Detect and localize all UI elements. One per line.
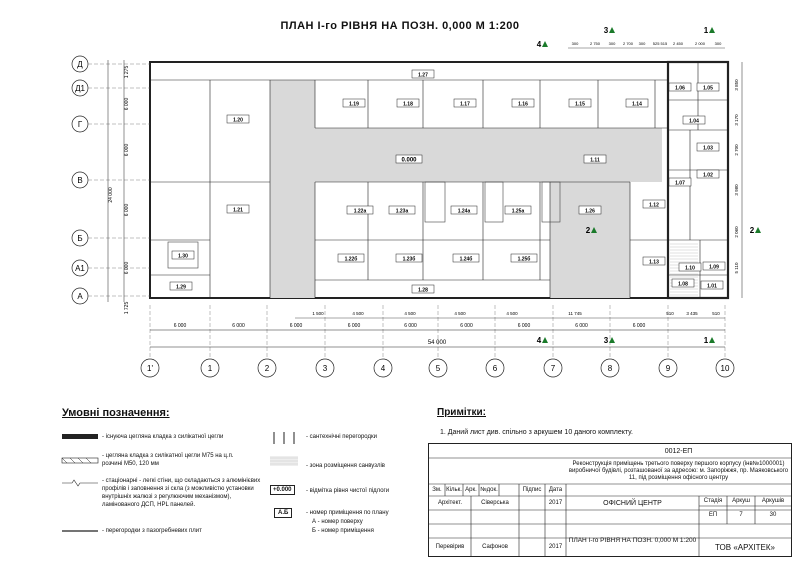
- stamp-role-architect: Архітект.: [437, 499, 463, 506]
- grid-axis-label-8: 7: [550, 364, 556, 373]
- room-number: 1.15: [575, 101, 585, 108]
- stamp-header-date: Дата: [548, 486, 563, 493]
- legend-item-wc-zone: - зона розміщення санвузлів: [306, 463, 385, 469]
- room-number: 1.12: [649, 202, 659, 209]
- grid-axis-label-3: 2: [264, 364, 270, 373]
- room-number: 1.29: [176, 284, 186, 291]
- room-number: 1.23б: [402, 256, 416, 263]
- sheet-header: Аркуш: [732, 497, 750, 504]
- top-dimension: 525 515: [652, 41, 668, 46]
- grid-row-label-6: А1: [75, 264, 85, 273]
- right-dimension: 2 060: [734, 226, 739, 238]
- inner-dimension: 1 500: [312, 311, 324, 316]
- room-number: 1.03: [703, 145, 713, 152]
- grid-axis-label-2: 1: [207, 364, 213, 373]
- grid-row-label-1: Д: [77, 60, 83, 69]
- legend-item-floor-number: А - номер поверху: [312, 519, 363, 525]
- legend-item-floor-level: - відмітка рівня чистої підлоги: [306, 488, 390, 494]
- inner-dimension: 4 500: [454, 311, 466, 316]
- top-dimension: 300: [714, 41, 722, 46]
- section-mark-arrow: [709, 27, 715, 33]
- project-description: Реконструкція приміщень третього поверху першого корпусу (інв№1000001) виробничої будівлі, розташованої за адресою: м. Запоріжжя, пр. Маяковського 11, під розміщення офісного центру: [568, 460, 789, 481]
- room-number: 1.25а: [511, 208, 525, 215]
- stamp-date-checker: 2017: [548, 543, 563, 550]
- grid-axis-label-6: 5: [435, 364, 441, 373]
- inner-dimension: 4 500: [506, 311, 518, 316]
- stamp-name-architect: Сіверська: [481, 499, 509, 506]
- section-mark-arrow: [542, 41, 548, 47]
- room-number: 1.10: [685, 265, 695, 272]
- inner-dimension: 510: [666, 311, 674, 316]
- room-number: 1.22б: [344, 256, 358, 263]
- notes-text: 1. Даний лист див. спільно з аркушем 10 даного комплекту.: [440, 429, 633, 436]
- bottom-dimension: 6 000: [347, 323, 361, 329]
- grid-axis-label-1: 1': [147, 364, 153, 373]
- room-number: 1.20: [233, 117, 243, 124]
- room-number: 1.05: [703, 85, 713, 92]
- grid-row-label-4: В: [77, 176, 83, 185]
- stamp-role-checker: Перевірив: [435, 543, 465, 550]
- section-mark-arrow: [755, 227, 761, 233]
- room-number: 1.19: [349, 101, 359, 108]
- bottom-dimension: 6 000: [232, 323, 245, 329]
- room-number: 1.25б: [517, 256, 531, 263]
- sheet-value: 7: [739, 511, 743, 518]
- right-dimension: 3 980: [734, 184, 739, 196]
- top-dimension: 2 750: [589, 41, 601, 46]
- section-mark-label: 4: [536, 40, 542, 49]
- right-dimension: 3 170: [734, 114, 739, 126]
- inner-dimension: 4 500: [352, 311, 364, 316]
- legend-room-mark: А.Б: [274, 508, 292, 518]
- grid-axis-label-5: 4: [380, 364, 386, 373]
- grid-axis-label-11: 10: [720, 364, 730, 373]
- room-number: 1.07: [675, 180, 685, 187]
- legend-item-partitions: - перегородки з пазогребневих плит: [102, 528, 202, 534]
- room-number: 1.22а: [353, 208, 367, 215]
- room-number: 1.21: [233, 207, 243, 214]
- room-number: 1.01: [707, 283, 717, 290]
- grid-row-label-3: Г: [77, 120, 83, 129]
- stamp-header-doc: №док.: [480, 486, 498, 493]
- room-number: 1.17: [460, 101, 470, 108]
- stage-header: Стадія: [703, 497, 723, 504]
- legend-item-room-index: Б - номер приміщення: [312, 528, 374, 534]
- company-name: ТОВ «АРХІТЕК»: [715, 542, 775, 552]
- sheets-header: Аркушів: [761, 497, 785, 504]
- grid-axis-label-7: 6: [492, 364, 498, 373]
- bottom-dimension: 6 000: [173, 323, 187, 329]
- title-block: [428, 443, 792, 557]
- right-dimension: 2 700: [734, 144, 739, 156]
- bottom-dimension: 6 000: [575, 323, 588, 329]
- room-number: 1.28: [418, 287, 428, 294]
- total-dimension: 54 000: [427, 340, 447, 346]
- section-mark-arrow: [609, 27, 615, 33]
- room-number: 1.14: [632, 101, 642, 108]
- grid-row-label-2: Д1: [75, 84, 85, 93]
- inner-dimension: 4 500: [404, 311, 416, 316]
- notes-heading: Примітки:: [437, 407, 486, 418]
- bottom-dimension: 6 000: [460, 323, 473, 329]
- bottom-dimension: 6 000: [404, 323, 417, 329]
- object-name: ОФІСНИЙ ЦЕНТР: [603, 499, 662, 507]
- stamp-header-qty: Кільк.: [446, 486, 462, 493]
- room-number: 1.08: [678, 281, 688, 288]
- room-number: 1.30: [178, 253, 188, 260]
- room-number: 1.02: [703, 172, 713, 179]
- stamp-date-architect: 2017: [548, 499, 563, 506]
- grid-axis-label-10: 9: [665, 364, 671, 373]
- right-dimension: 3 850: [734, 79, 739, 91]
- sheets-value: 30: [769, 511, 777, 518]
- drawing-code: 0012-ЕП: [664, 447, 693, 455]
- top-dimension: 300: [571, 41, 579, 46]
- left-dimension: 6 000: [124, 261, 130, 275]
- left-dimension: 1 725: [124, 301, 130, 315]
- left-dimension: 6 000: [124, 97, 130, 111]
- bottom-dimension: 6 000: [517, 323, 531, 329]
- top-dimension: 300: [638, 41, 646, 46]
- legend-item-sanitary: - сантехнічні перегородки: [306, 434, 377, 440]
- room-number: 1.13: [649, 259, 659, 266]
- section-mark-arrow: [709, 337, 715, 343]
- legend-item-new-brick: - цегляна кладка з силікатної цегли М75 на ц.п. розчині М50, 120 мм: [102, 453, 234, 467]
- stamp-name-checker: Сафонов: [482, 543, 508, 550]
- sheet-title: ПЛАН І-го РІВНЯ НА ПОЗН. 0,000 М 1:200: [568, 536, 697, 544]
- room-number: 1.24б: [459, 256, 473, 263]
- room-number: 1.16: [518, 101, 528, 108]
- legend-item-room-number: - номер приміщення по плану: [306, 510, 389, 516]
- room-number: 1.27: [418, 72, 428, 79]
- room-number: 1.11: [590, 157, 600, 164]
- section-mark-label: 3: [603, 336, 609, 345]
- room-number: 1.26: [585, 208, 595, 215]
- left-dimension: 6 000: [124, 143, 130, 157]
- room-number: 1.06: [675, 85, 685, 92]
- legend-symbols: [60, 428, 100, 538]
- bottom-dimension: 6 000: [289, 323, 303, 329]
- stage-value: ЕП: [708, 511, 718, 518]
- stamp-header-signature: Підпис: [522, 486, 542, 493]
- inner-dimension: 11 745: [568, 311, 582, 316]
- left-dimension: 1 275: [124, 65, 130, 79]
- section-mark-arrow: [542, 337, 548, 343]
- room-number: 1.04: [689, 118, 699, 125]
- grid-row-label-7: А: [77, 292, 83, 301]
- room-number: 1.23а: [395, 208, 409, 215]
- left-dimension: 6 000: [124, 203, 130, 217]
- section-mark-label: 2: [749, 226, 755, 235]
- top-dimension: 2 700: [622, 41, 634, 46]
- room-number: 0.000: [401, 157, 417, 164]
- grid-row-label-5: Б: [77, 234, 83, 243]
- inner-dimension: 3 435: [686, 311, 698, 316]
- stamp-header-change: Зм.: [432, 486, 442, 493]
- right-dimension: 5 110: [734, 262, 739, 274]
- legend-item-glass-walls: - стаціонарні - легкі стіни, що складаються з алюмінієвих профілів і заповнення зі скла (з можливістю установки внутрішніх жалюзі з регулюючим механізмом), ламінованого ДСП, HPL панелей.: [102, 478, 261, 508]
- room-number: 1.09: [709, 264, 719, 271]
- stamp-header-sheet: Арк.: [465, 486, 477, 493]
- section-mark-label: 2: [585, 226, 591, 235]
- left-dimension: 24 000: [108, 187, 114, 203]
- bottom-dimension: 6 000: [632, 323, 646, 329]
- legend-item-existing-brick: - існуюча цегляна кладка з силікатної цегли: [102, 434, 224, 440]
- legend-heading: Умовні позначення:: [62, 407, 170, 419]
- section-mark-label: 1: [703, 336, 709, 345]
- top-dimension: 2 000: [694, 41, 706, 46]
- top-dimension: 300: [608, 41, 616, 46]
- grid-axis-label-4: 3: [322, 364, 328, 373]
- inner-dimension: 510: [712, 311, 720, 316]
- page-title: ПЛАН І-го РІВНЯ НА ПОЗН. 0,000 М 1:200: [280, 20, 520, 32]
- top-dimension: 2 450: [672, 41, 684, 46]
- legend-level-mark: +0.000: [270, 485, 295, 495]
- room-number: 1.18: [403, 101, 413, 108]
- section-mark-label: 1: [703, 26, 709, 35]
- section-mark-label: 3: [603, 26, 609, 35]
- room-number: 1.24а: [457, 208, 471, 215]
- grid-axis-label-9: 8: [607, 364, 613, 373]
- section-mark-label: 4: [536, 336, 542, 345]
